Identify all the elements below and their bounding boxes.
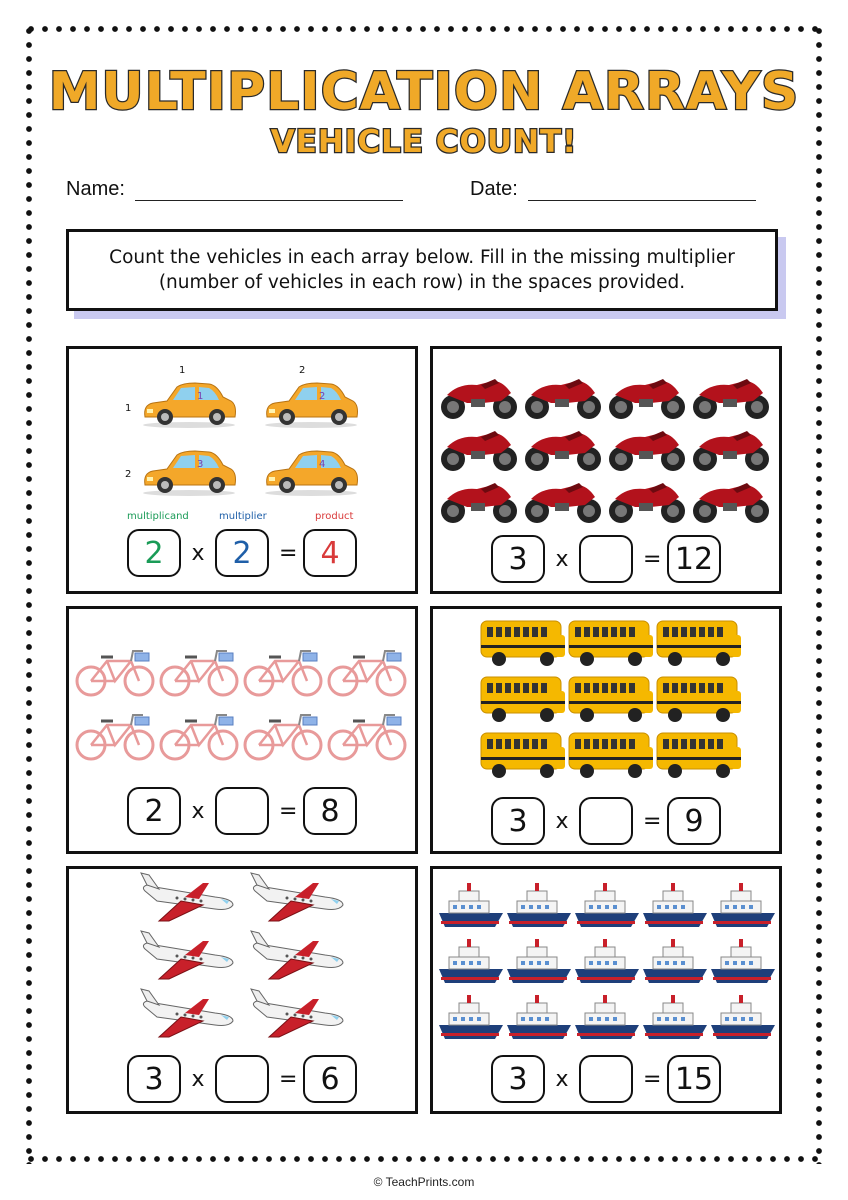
motorcycle-icon xyxy=(605,373,689,421)
airplane-card xyxy=(66,866,418,1114)
times-sign: x xyxy=(555,808,569,834)
ship-icon xyxy=(709,937,777,989)
example-card xyxy=(66,346,418,594)
bicycle-card xyxy=(66,606,418,854)
product-box: 9 xyxy=(667,797,721,845)
product-label: product xyxy=(315,511,354,522)
airplane-icon xyxy=(137,987,241,1043)
date-label: Date: xyxy=(470,178,518,200)
ship-card xyxy=(430,866,782,1114)
motorcycle-icon xyxy=(521,425,605,473)
motorcycle-icon xyxy=(437,373,521,421)
ship-icon xyxy=(437,993,505,1045)
ship-icon xyxy=(709,881,777,933)
motorcycle-icon xyxy=(521,373,605,421)
multiplicand-box: 3 xyxy=(491,1055,545,1103)
motorcycle-icon xyxy=(521,477,605,525)
car-icon xyxy=(261,379,361,439)
problem-equation xyxy=(433,797,779,845)
bus-card xyxy=(430,606,782,854)
multiplicand-box: 2 xyxy=(127,787,181,835)
bicycle-icon xyxy=(73,643,157,699)
ship-icon xyxy=(641,993,709,1045)
multiplier-answer-box[interactable] xyxy=(215,787,269,835)
motorcycle-icon xyxy=(605,477,689,525)
ship-icon xyxy=(573,937,641,989)
school-bus-icon xyxy=(567,673,655,725)
multiplier-label: multiplier xyxy=(219,511,267,522)
name-label: Name: xyxy=(66,178,125,200)
multiplier-box: 2 xyxy=(215,529,269,577)
ship-icon xyxy=(573,881,641,933)
product-box: 4 xyxy=(303,529,357,577)
problem-equation xyxy=(69,787,415,835)
name-field[interactable] xyxy=(66,178,403,201)
multiplicand-box: 3 xyxy=(491,535,545,583)
date-field[interactable] xyxy=(470,178,756,201)
airplane-icon xyxy=(247,871,351,927)
school-bus-icon xyxy=(479,673,567,725)
equals-sign: = xyxy=(279,798,298,824)
motorcycle-card xyxy=(430,346,782,594)
school-bus-icon xyxy=(567,729,655,781)
ship-icon xyxy=(505,937,573,989)
instructions-box xyxy=(66,229,778,311)
bicycle-icon xyxy=(241,643,325,699)
worksheet-subtitle: VEHICLE COUNT! xyxy=(270,124,578,160)
example-equation xyxy=(69,529,415,577)
times-sign: x xyxy=(191,1066,205,1092)
problem-equation xyxy=(433,535,779,583)
motorcycle-icon xyxy=(689,477,773,525)
worksheet-title: MULTIPLICATION ARRAYS xyxy=(48,62,800,122)
col-label: 2 xyxy=(299,365,306,376)
multiplicand-box: 2 xyxy=(127,529,181,577)
ship-array xyxy=(437,881,777,1045)
bicycle-icon xyxy=(325,643,409,699)
airplane-icon xyxy=(137,871,241,927)
car-icon xyxy=(139,379,239,439)
ship-icon xyxy=(505,993,573,1045)
bicycle-icon xyxy=(157,643,241,699)
equals-sign: = xyxy=(643,808,662,834)
equals-sign: = xyxy=(279,1066,298,1092)
instructions-text: Count the vehicles in each array below. Fill in the missing multiplier (number of vehicles in each row) in the spaces provided. xyxy=(109,247,735,293)
problem-equation xyxy=(433,1055,779,1103)
bicycle-icon xyxy=(241,707,325,763)
bicycle-icon xyxy=(73,707,157,763)
ship-icon xyxy=(573,993,641,1045)
row-label: 2 xyxy=(125,469,132,480)
airplane-icon xyxy=(247,987,351,1043)
multiplier-answer-box[interactable] xyxy=(215,1055,269,1103)
equals-sign: = xyxy=(643,546,662,572)
school-bus-icon xyxy=(655,729,743,781)
row-label: 1 xyxy=(125,403,132,414)
motorcycle-icon xyxy=(689,425,773,473)
ship-icon xyxy=(505,881,573,933)
multiplier-answer-box[interactable] xyxy=(579,797,633,845)
car-array xyxy=(139,379,361,507)
svg-text:2: 2 xyxy=(319,391,326,402)
motorcycle-icon xyxy=(605,425,689,473)
multiplicand-box: 3 xyxy=(491,797,545,845)
bicycle-icon xyxy=(325,707,409,763)
motorcycle-array xyxy=(437,373,773,525)
bicycle-icon xyxy=(157,707,241,763)
bicycle-array xyxy=(73,643,409,763)
airplane-icon xyxy=(247,929,351,985)
bus-array xyxy=(479,617,743,781)
school-bus-icon xyxy=(567,617,655,669)
product-box: 15 xyxy=(667,1055,721,1103)
name-line[interactable] xyxy=(135,182,403,201)
equals-sign: = xyxy=(643,1066,662,1092)
car-icon xyxy=(261,447,361,507)
product-box: 8 xyxy=(303,787,357,835)
multiplicand-label: multiplicand xyxy=(127,511,189,522)
multiplier-answer-box[interactable] xyxy=(579,1055,633,1103)
times-sign: x xyxy=(555,546,569,572)
school-bus-icon xyxy=(479,729,567,781)
svg-text:4: 4 xyxy=(319,459,326,470)
svg-text:3: 3 xyxy=(197,459,204,470)
motorcycle-icon xyxy=(437,425,521,473)
times-sign: x xyxy=(555,1066,569,1092)
school-bus-icon xyxy=(655,673,743,725)
multiplier-answer-box[interactable] xyxy=(579,535,633,583)
ship-icon xyxy=(709,993,777,1045)
date-line[interactable] xyxy=(528,182,756,201)
school-bus-icon xyxy=(655,617,743,669)
col-label: 1 xyxy=(179,365,186,376)
ship-icon xyxy=(641,937,709,989)
times-sign: x xyxy=(191,540,205,566)
school-bus-icon xyxy=(479,617,567,669)
product-box: 6 xyxy=(303,1055,357,1103)
svg-text:1: 1 xyxy=(197,391,204,402)
motorcycle-icon xyxy=(689,373,773,421)
motorcycle-icon xyxy=(437,477,521,525)
car-icon xyxy=(139,447,239,507)
ship-icon xyxy=(641,881,709,933)
product-box: 12 xyxy=(667,535,721,583)
ship-icon xyxy=(437,937,505,989)
airplane-array xyxy=(137,871,351,1043)
multiplicand-box: 3 xyxy=(127,1055,181,1103)
times-sign: x xyxy=(191,798,205,824)
equals-sign: = xyxy=(279,540,298,566)
problem-equation xyxy=(69,1055,415,1103)
copyright-footer: © TeachPrints.com xyxy=(373,1175,475,1189)
ship-icon xyxy=(437,881,505,933)
airplane-icon xyxy=(137,929,241,985)
